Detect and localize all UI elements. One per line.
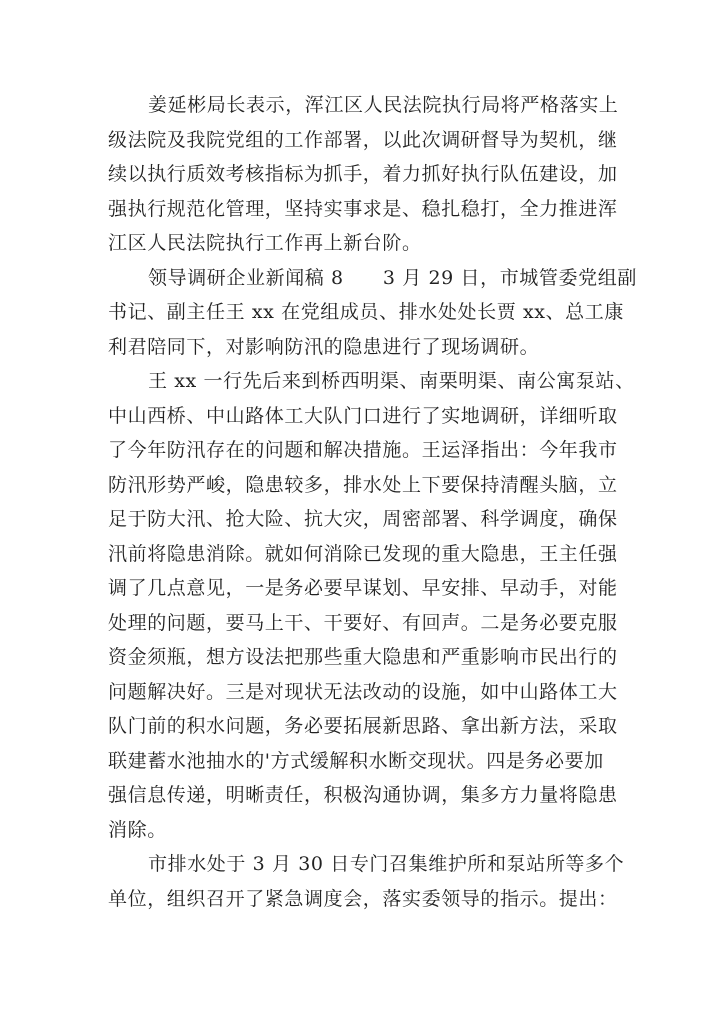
paragraph-line: 级法院及我院党组的工作部署，以此次调研督导为契机，继 xyxy=(108,128,618,151)
paragraph-line: 领导调研企业新闻稿 8 3 月 29 日，市城管委党组副 xyxy=(148,266,637,289)
paragraph-line: 消除。 xyxy=(108,818,167,841)
paragraph-line: 联建蓄水池抽水的'方式缓解积水断交现状。四是务必要加 xyxy=(108,749,604,772)
paragraph-line: 单位，组织召开了紧急调度会，落实委领导的指示。提出： xyxy=(108,887,618,910)
paragraph-line: 处理的问题，要马上干、干要好、有回声。二是务必要克服 xyxy=(108,611,618,634)
paragraph-line: 汛前将隐患消除。就如何消除已发现的重大隐患，王主任强 xyxy=(108,542,618,565)
paragraph-line: 书记、副主任王 xx 在党组成员、排水处处长贾 xx、总工康 xyxy=(108,301,624,323)
paragraph-line: 调了几点意见，一是务必要早谋划、早安排、早动手，对能 xyxy=(108,577,618,599)
paragraph-line: 了今年防汛存在的问题和解决措施。王运泽指出：今年我市 xyxy=(108,439,618,461)
paragraph-line: 足于防大汛、抢大险、抗大灾，周密部署、科学调度，确保 xyxy=(108,508,618,530)
paragraph-line: 王 xx 一行先后来到桥西明渠、南栗明渠、南公寓泵站、 xyxy=(148,370,635,392)
paragraph-line: 强信息传递，明晰责任，积极沟通协调，集多方力量将隐患 xyxy=(108,784,618,806)
paragraph-line: 问题解决好。三是对现状无法改动的设施，如中山路体工大 xyxy=(108,680,618,703)
paragraph-line: 强执行规范化管理，坚持实事求是、稳扎稳打，全力推进浑 xyxy=(108,197,618,220)
paragraph-line: 队门前的积水问题，务必要拓展新思路、拿出新方法，采取 xyxy=(108,715,618,737)
paragraph-line: 江区人民法院执行工作再上新台阶。 xyxy=(108,232,422,254)
paragraph-3 xyxy=(108,364,635,847)
paragraph-line: 市排水处于 3 月 30 日专门召集维护所和泵站所等多个 xyxy=(148,853,625,875)
paragraph-1 xyxy=(108,88,628,261)
paragraph-2 xyxy=(108,261,637,365)
paragraph-line: 利君陪同下，对影响防汛的隐患进行了现场调研。 xyxy=(108,335,540,358)
document-body xyxy=(108,88,637,916)
paragraph-line: 防汛形势严峻，隐患较多，排水处上下要保持清醒头脑，立 xyxy=(108,473,618,496)
paragraph-line: 续以执行质效考核指标为抓手，着力抓好执行队伍建设，加 xyxy=(108,163,618,185)
paragraph-line: 资金须瓶，想方设法把那些重大隐患和严重影响市民出行的 xyxy=(108,646,618,668)
paragraph-line: 中山西桥、中山路体工大队门口进行了实地调研，详细听取 xyxy=(108,404,618,427)
paragraph-line: 姜延彬局长表示，浑江区人民法院执行局将严格落实上 xyxy=(148,94,619,116)
paragraph-4 xyxy=(108,847,628,916)
